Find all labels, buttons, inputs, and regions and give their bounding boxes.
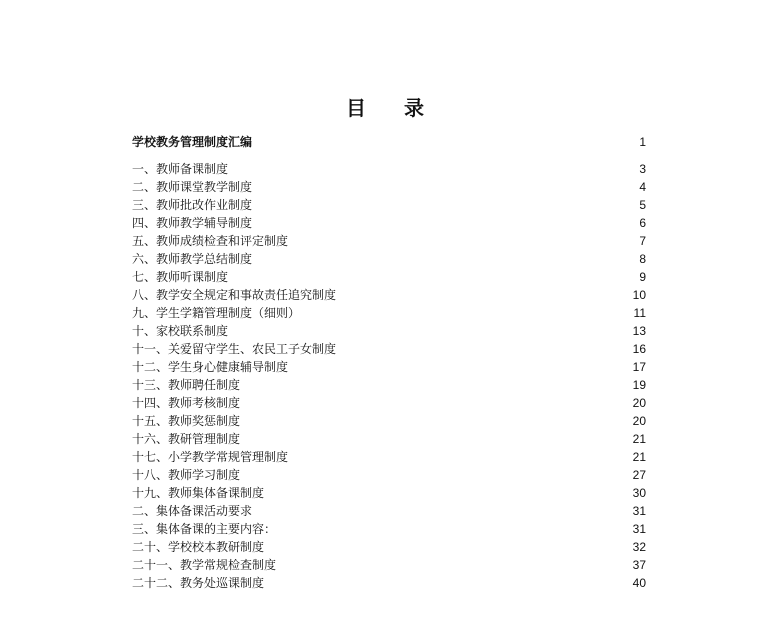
toc-entry-label: 十四、教师考核制度 (132, 396, 241, 410)
toc-entry-label: 二十、学校校本教研制度 (132, 540, 265, 554)
toc-entry-page: 20 (632, 414, 646, 428)
toc-entry-label: 十三、教师聘任制度 (132, 378, 241, 392)
toc-entry-label: 十二、学生身心健康辅导制度 (132, 360, 289, 374)
toc-entry-page: 31 (632, 522, 646, 536)
toc-entry-page: 27 (632, 468, 646, 482)
toc-entry-label: 二十一、教学常规检查制度 (132, 558, 277, 572)
toc-entry (132, 484, 646, 502)
toc-title (346, 92, 424, 121)
toc-heading-row (132, 133, 646, 151)
toc-entry-label: 一、教师备课制度 (132, 162, 229, 176)
toc-entry (132, 430, 646, 448)
toc-entry-page: 7 (639, 234, 646, 248)
toc-entry-label: 九、学生学籍管理制度（细则） (132, 306, 301, 320)
toc-entry (132, 232, 646, 250)
toc-entry-label: 四、教师教学辅导制度 (132, 216, 253, 230)
toc-entry (132, 502, 646, 520)
toc-entry (132, 466, 646, 484)
toc-entry-label: 十、家校联系制度 (132, 324, 229, 338)
toc-entry-page: 5 (639, 198, 646, 212)
toc-title-char-2: 录 (404, 96, 424, 120)
toc-entry-page: 13 (632, 324, 646, 338)
toc-entry-label: 五、教师成绩检查和评定制度 (132, 234, 289, 248)
toc-entry-label: 十九、教师集体备课制度 (132, 486, 265, 500)
toc-entry-page: 9 (639, 270, 646, 284)
toc-entry-page: 31 (632, 504, 646, 518)
toc-entry (132, 376, 646, 394)
toc-entry-label: 二、教师课堂教学制度 (132, 180, 253, 194)
toc-entry-page: 20 (632, 396, 646, 410)
toc-entry-page: 40 (632, 576, 646, 590)
toc-entry-label: 十一、关爱留守学生、农民工子女制度 (132, 342, 337, 356)
toc-entry-label: 八、教学安全规定和事故责任追究制度 (132, 288, 337, 302)
toc-entry-label: 六、教师教学总结制度 (132, 252, 253, 266)
toc-entry-label: 十七、小学教学常规管理制度 (132, 450, 289, 464)
toc-entry-page: 32 (632, 540, 646, 554)
toc-title-char-1: 目 (346, 96, 366, 120)
toc-entry-page: 10 (632, 288, 646, 302)
toc-entry (132, 214, 646, 232)
toc-entry (132, 340, 646, 358)
toc-entry-page: 37 (632, 558, 646, 572)
toc-entry (132, 394, 646, 412)
toc-entry-label: 二、集体备课活动要求 (132, 504, 253, 518)
toc-entry (132, 196, 646, 214)
toc-entry (132, 160, 646, 178)
toc-entry (132, 520, 646, 538)
toc-entry (132, 250, 646, 268)
toc-heading-page: 1 (639, 135, 646, 149)
toc-entry (132, 268, 646, 286)
toc-entry (132, 178, 646, 196)
toc-entry (132, 322, 646, 340)
toc-entry-page: 11 (633, 306, 646, 320)
toc-entry-label: 十六、教研管理制度 (132, 432, 241, 446)
toc-entry (132, 538, 646, 556)
toc-entry-page: 21 (632, 450, 646, 464)
toc-entry (132, 304, 646, 322)
toc-entry-label: 三、集体备课的主要内容： (132, 522, 277, 536)
toc-entry (132, 412, 646, 430)
toc-entry-page: 6 (639, 216, 646, 230)
toc-entry-label: 十五、教师奖惩制度 (132, 414, 241, 428)
toc-entry-page: 3 (639, 162, 646, 176)
toc-entry-page: 17 (632, 360, 646, 374)
toc-heading-label: 学校教务管理制度汇编 (132, 135, 253, 149)
toc-entry-page: 8 (639, 252, 646, 266)
toc-entry-page: 16 (632, 342, 646, 356)
toc-entry-page: 21 (632, 432, 646, 446)
toc-entry (132, 358, 646, 376)
toc-entry (132, 574, 646, 592)
toc-entry-page: 30 (632, 486, 646, 500)
toc-entry (132, 448, 646, 466)
toc-entry (132, 286, 646, 304)
toc-entry-label: 二十二、教务处巡课制度 (132, 576, 265, 590)
toc-entry-label: 三、教师批改作业制度 (132, 198, 253, 212)
toc-entry-page: 4 (639, 180, 646, 194)
toc-entry-label: 七、教师听课制度 (132, 270, 229, 284)
toc-entry (132, 556, 646, 574)
toc-entry-page: 19 (632, 378, 646, 392)
toc-entry-label: 十八、教师学习制度 (132, 468, 241, 482)
